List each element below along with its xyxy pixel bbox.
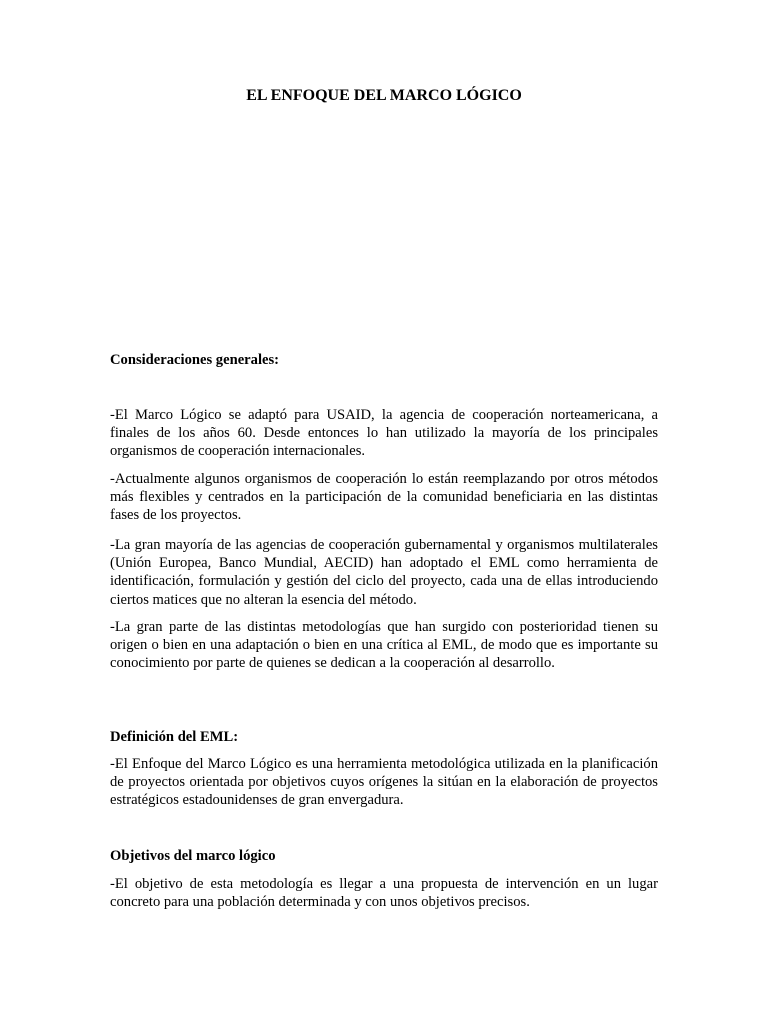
paragraph: -El objetivo de esta metodología es llegar a una propuesta de intervención en un lugar concreto para una población determinada y con unos objetivos precisos. bbox=[110, 876, 658, 911]
section-heading-definicion: Definición del EML: bbox=[110, 729, 239, 745]
paragraph: -El Marco Lógico se adaptó para USAID, la agencia de cooperación norteamericana, a finales de los años 60. Desde entonces lo han utilizado la mayoría de los principales organismos de cooperación internacionales. bbox=[110, 407, 658, 460]
paragraph: -La gran parte de las distintas metodologías que han surgido con posterioridad tienen su origen o bien en una adaptación o bien en una crítica al EML, de modo que es importante su conocimiento por parte de quienes se dedican a la cooperación al desarrollo. bbox=[110, 619, 658, 672]
paragraph: -La gran mayoría de las agencias de cooperación gubernamental y organismos multilaterales (Unión Europea, Banco Mundial, AECID) han adoptado el EML como herramienta de identificación, formulación y gestión del ciclo del proyecto, cada una de ellas introduciendo ciertos matices que no alteran la esencia del método. bbox=[110, 537, 658, 608]
section-heading-objetivos: Objetivos del marco lógico bbox=[110, 848, 276, 864]
paragraph: -Actualmente algunos organismos de cooperación lo están reemplazando por otros métodos más flexibles y centrados en la participación de la comunidad beneficiaria en las distintas fases de los proyectos. bbox=[110, 471, 658, 524]
paragraph: -El Enfoque del Marco Lógico es una herramienta metodológica utilizada en la planificación de proyectos orientada por objetivos cuyos orígenes la sitúan en la elaboración de proyectos estratégicos estadounidenses de gran envergadura. bbox=[110, 756, 658, 809]
document-title: EL ENFOQUE DEL MARCO LÓGICO bbox=[246, 87, 522, 104]
section-heading-consideraciones: Consideraciones generales: bbox=[110, 352, 280, 368]
